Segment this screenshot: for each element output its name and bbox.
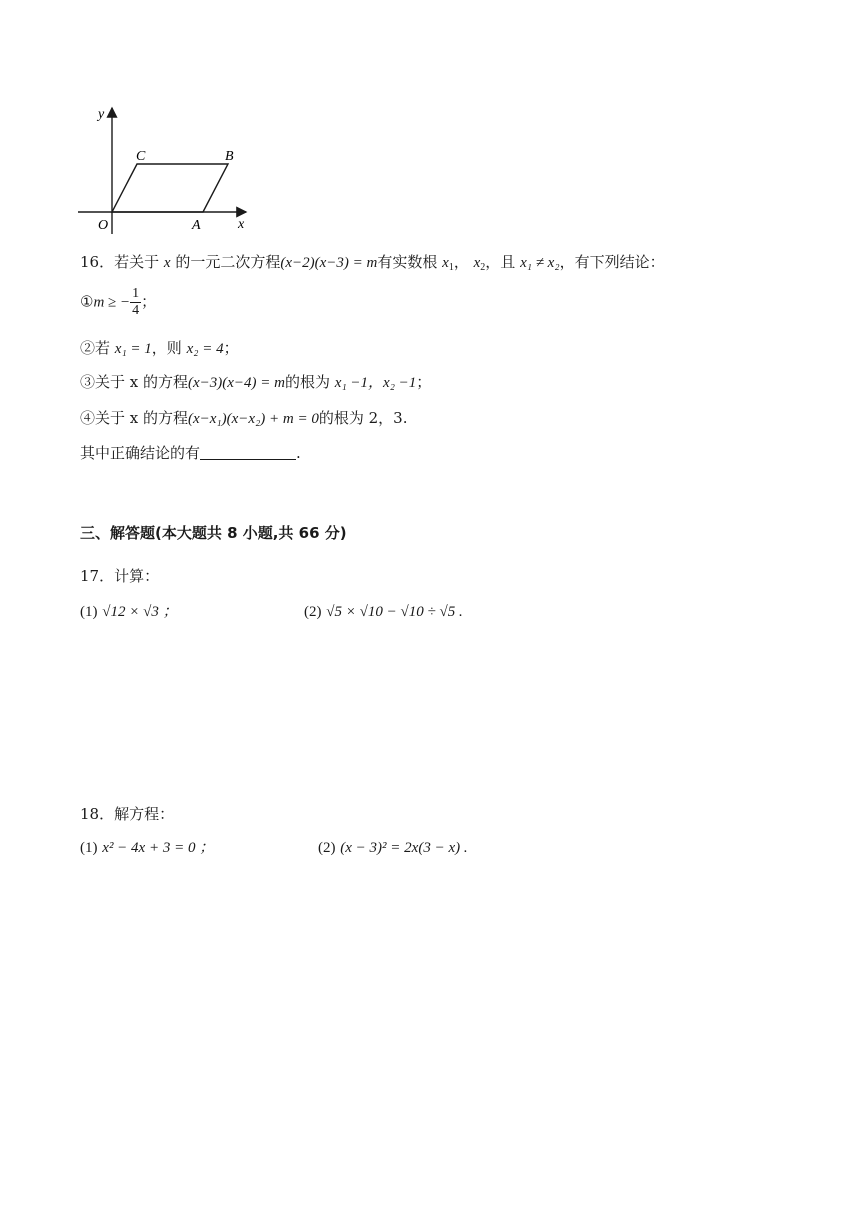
q16-var-x: x <box>163 255 171 271</box>
c2-mid: ，则 <box>151 339 182 357</box>
c3-mark: ③关于 x 的方程 <box>80 373 188 391</box>
c2-math-1: x₁ = 1 <box>114 341 152 357</box>
label-x: x <box>238 217 245 232</box>
q17-p1-label: (1) <box>80 604 98 620</box>
c1-math: m ≥ − <box>93 294 131 311</box>
q18-stem: 18．解方程： <box>80 805 175 823</box>
q16-text-2: 的一元二次方程 <box>175 253 281 271</box>
label-B: B <box>225 149 234 164</box>
q18-part-1 <box>80 837 214 858</box>
c2-mark: ②若 <box>80 339 111 357</box>
c3-end: ； <box>416 373 432 391</box>
parallelogram-OABC <box>112 164 228 212</box>
q16-root2: $x_2$ <box>473 255 486 273</box>
q16-stem: 16．若关于 x 的一元二次方程(x−2)(x−3) = m有实数根 $x_1$， $x_2$，且 x₁ ≠ x₂，有下列结论： <box>80 253 665 273</box>
q16-text-3: 有实数根 <box>377 253 438 271</box>
c1-end: ； <box>141 292 157 311</box>
c4-math: (x−x₁)(x−x₂) + m = 0 <box>188 411 319 427</box>
q17-p2-label: (2) <box>304 604 322 620</box>
q16-conclusion-2 <box>80 338 239 359</box>
q16-prompt <box>80 443 301 463</box>
q18-p1-label: (1) <box>80 840 98 856</box>
c4-mark: ④关于 x 的方程 <box>80 409 188 427</box>
answer-blank[interactable] <box>200 445 296 460</box>
q16-text-1: 若关于 <box>114 253 160 271</box>
c1-mark: ① <box>80 292 94 311</box>
q18-p2-expr: (x − 3)² = 2x(3 − x) . <box>340 840 468 856</box>
label-C: C <box>136 149 146 164</box>
c2-math-2: x₂ = 4 <box>186 341 224 357</box>
label-A: A <box>192 218 201 233</box>
c1-fraction: $\frac{1}{4}$ <box>132 286 140 318</box>
q16-prompt-text: 其中正确结论的有 <box>80 444 201 462</box>
q18-p1-expr: x² − 4x + 3 = 0 ； <box>102 840 215 856</box>
q16-conclusion-1 <box>80 286 156 319</box>
c4-mid: 的根为 2，3. <box>318 409 408 427</box>
q16-root1: $x_1$ <box>442 255 454 273</box>
q17-p2-expr: √5 × √10 − √10 ÷ √5 . <box>326 604 463 620</box>
q16-conclusion-4 <box>80 408 408 429</box>
label-O: O <box>98 218 109 233</box>
c3-roots: x₁ −1，x₂ −1 <box>334 375 417 391</box>
q16-number: 16． <box>80 253 115 271</box>
q17-part-2 <box>304 601 463 622</box>
q16-text-4: ，且 <box>485 253 516 271</box>
q16-conclusion-3 <box>80 372 431 393</box>
q16-text-5: ，有下列结论： <box>559 253 665 271</box>
q17-p1-expr: √12 × √3 ； <box>102 604 178 620</box>
q18-part-2 <box>318 837 468 858</box>
q16-prompt-end: . <box>296 444 301 462</box>
q16-equation: (x−2)(x−3) = m <box>280 255 378 271</box>
q17-stem: 17．计算： <box>80 567 160 585</box>
c2-end: ； <box>223 339 239 357</box>
label-y: y <box>98 107 105 122</box>
c3-mid: 的根为 <box>285 373 331 391</box>
q16-neq: x₁ ≠ x₂ <box>520 255 560 271</box>
q18-p2-label: (2) <box>318 840 336 856</box>
section-3-title: 三、解答题(本大题共 8 小题,共 66 分) <box>80 524 347 542</box>
c3-math: (x−3)(x−4) = m <box>188 375 285 391</box>
q17-part-1 <box>80 601 178 622</box>
parallelogram-figure <box>70 98 260 238</box>
